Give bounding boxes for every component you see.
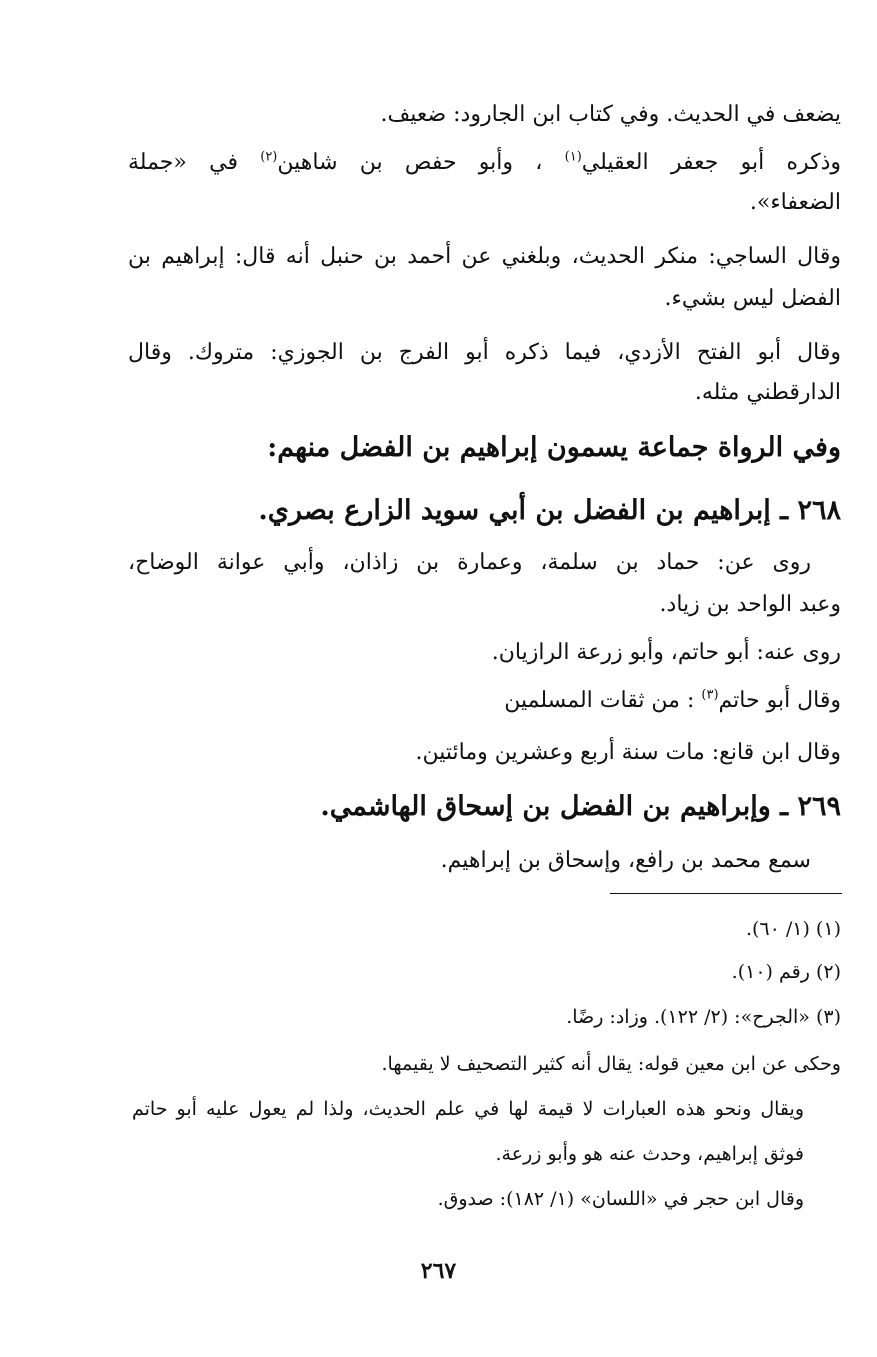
- text-segment: في «جملة: [128, 150, 238, 175]
- text-line: يضعف في الحديث. وفي كتاب ابن الجارود: ضعيف.: [380, 102, 841, 127]
- text-segment: وذكره أبو جعفر العقيلي: [581, 150, 842, 175]
- text-segment: : من ثقات المسلمين: [504, 688, 695, 713]
- footnote-2: (٢) رقم (١٠).: [731, 961, 841, 983]
- text-line: [128, 686, 841, 716]
- text-line: وعبد الواحد بن زياد.: [659, 592, 841, 617]
- text-line: سمع محمد بن رافع، وإسحاق بن إبراهيم.: [440, 848, 811, 873]
- section-heading: وفي الرواة جماعة يسمون إبراهيم بن الفضل منهم:: [267, 432, 841, 463]
- footnote-ref-3[interactable]: (٣): [701, 687, 719, 703]
- footnote-3-cont: فوثق إبراهيم، وحدث عنه هو وأبو زرعة.: [495, 1143, 804, 1165]
- text-line: الضعفاء».: [749, 190, 841, 215]
- text-segment: وقال أبو حاتم: [718, 688, 841, 713]
- text-line: روى عن: حماد بن سلمة، وعمارة بن زاذان، وأبي عوانة الوضاح،: [128, 550, 811, 575]
- text-line: الفضل ليس بشيء.: [664, 286, 841, 311]
- text-line: روى عنه: أبو حاتم، وأبو زرعة الرازيان.: [491, 640, 841, 665]
- text-line: وقال أبو الفتح الأزدي، فيما ذكره أبو الفرج بن الجوزي: متروك. وقال: [128, 340, 841, 365]
- footnote-ref-1[interactable]: (١): [564, 149, 582, 165]
- footnote-3: (٣) «الجرح»: (٢/ ١٢٢). وزاد: رضًا.: [566, 1006, 841, 1028]
- entry-heading-268: ٢٦٨ ـ إبراهيم بن الفضل بن أبي سويد الزارع بصري.: [258, 495, 841, 526]
- footnote-ref-2[interactable]: (٢): [260, 149, 278, 165]
- text-line: وقال ابن قانع: مات سنة أربع وعشرين ومائتين.: [415, 740, 841, 765]
- text-line: الدارقطني مثله.: [694, 380, 841, 405]
- text-line: وقال الساجي: منكر الحديث، وبلغني عن أحمد بن حنبل أنه قال: إبراهيم بن: [128, 244, 841, 269]
- footnote-separator: [610, 893, 842, 894]
- text-segment: ، وأبو حفص بن شاهين: [277, 150, 543, 175]
- page-number: ٢٦٧: [420, 1258, 457, 1284]
- footnote-3-cont: وحكى عن ابن معين قوله: يقال أنه كثير التصحيف لا يقيمها.: [381, 1053, 841, 1075]
- footnote-1: (١) (١/ ٦٠).: [745, 918, 841, 940]
- entry-heading-269: ٢٦٩ ـ وإبراهيم بن الفضل بن إسحاق الهاشمي.: [320, 791, 841, 822]
- text-line: [128, 148, 841, 178]
- footnote-3-cont: ويقال ونحو هذه العبارات لا قيمة لها في علم الحديث، ولذا لم يعول عليه أبو حاتم: [132, 1098, 804, 1120]
- footnote-3-cont: وقال ابن حجر في «اللسان» (١/ ١٨٢): صدوق.: [437, 1188, 804, 1210]
